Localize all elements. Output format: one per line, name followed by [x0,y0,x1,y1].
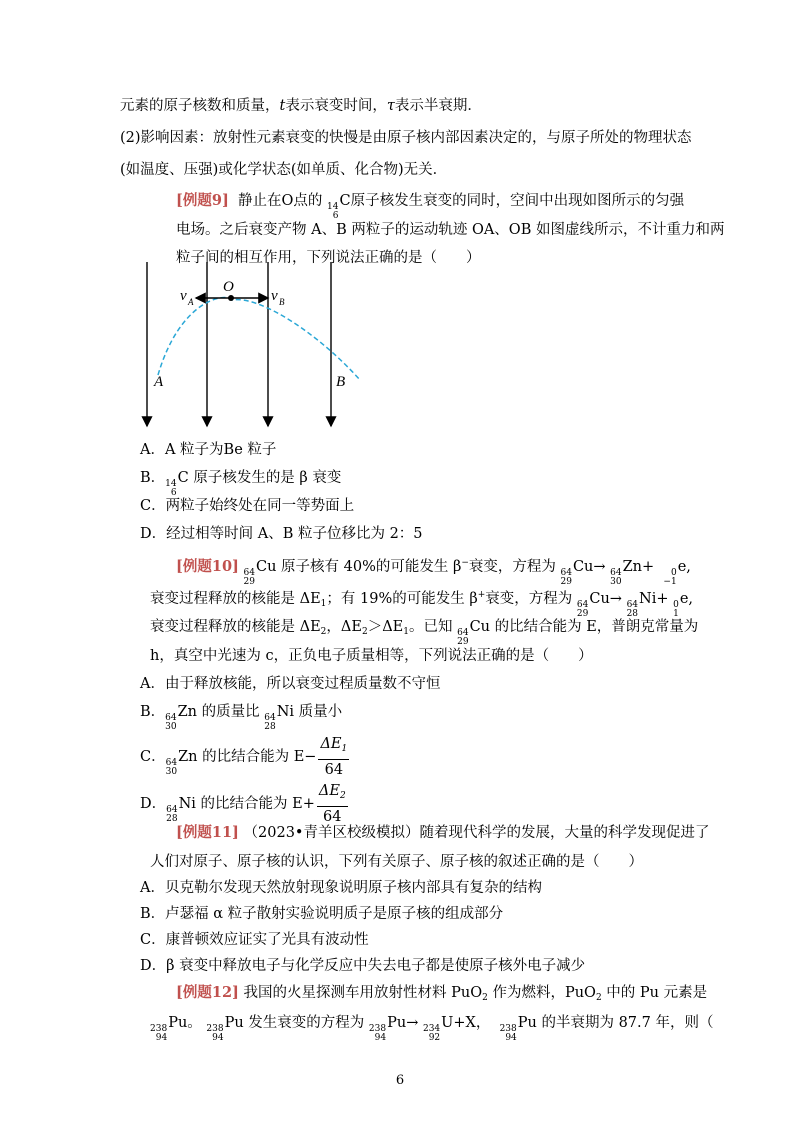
label-va: v [180,288,187,304]
intro-line-3: (如温度、压强)或化学状态(如单质、化合物)无关． [120,162,448,178]
ex9-option-d: D．经过相等时间 A、B 粒子位移比为 2：5 [140,526,423,542]
ex9-option-c: C．两粒子始终处在同一等势面上 [140,498,355,514]
intro-line-2: (2)影响因素：放射性元素衰变的快慢是由原子核内部因素决定的，与原子所处的物理状态 [120,130,692,146]
ex11-line-1: [例题11] （2023•青羊区校级模拟）随着现代科学的发展，大量的科学发现促进了 [176,824,710,841]
label-vb: v [271,288,278,304]
ex11-tag: [例题11] [176,824,239,841]
ex11-option-b: B．卢瑟福 α 粒子散射实验说明质子是原子核的组成部分 [140,906,504,922]
ex10-option-c: C． 64 30 Zn 的比结合能为 E− $\frac{\Delta E_1}{64}$ [140,736,348,778]
ex12-tag: [例题12] [176,984,239,1001]
label-o: O [223,279,234,295]
ex10-option-b: B． 64 30 Zn 的质量比 64 28 Ni 质量小 [140,704,343,732]
ex11-option-d: D．β 衰变中释放电子与化学反应中失去电子都是使原子核外电子减少 [140,958,586,974]
ex11-option-a: A．贝克勒尔发现天然放射现象说明原子核内部具有复杂的结构 [140,880,542,896]
page-number: 6 [395,1073,405,1088]
ex10-option-d: D． 64 28 Ni 的比结合能为 E+ $\frac{\Delta E_2}{64}$ [140,783,346,825]
ex9-option-b: B． 14 6 C 原子核发生的是 β 衰变 [140,470,342,498]
trajectory-curve [158,298,360,380]
ex11-option-c: C．康普顿效应证实了光具有波动性 [140,932,369,948]
ex10-tag: [例题10] [176,558,239,575]
label-vb-sub: B [279,297,285,307]
ex9-line-3: 粒子间的相互作用，下列说法正确的是（ ） [176,250,481,266]
ex12-line-1: [例题12] 我国的火星探测车用放射性材料 PuO$_2$ 作为燃料，PuO$_2$ 中的 Pu 元素是 [176,984,708,1003]
point-o [228,295,234,301]
ex9-line-2: 电场。之后衰变产物 A、B 两粒子的运动轨迹 OA、OB 如图虚线所示，不计重力和两 [176,222,725,238]
ex10-line-3: 衰变过程释放的核能是 $\Delta E_2$，$\Delta E_2>\Delta E_1$。已知 64 29 Cu 的比结合能为 E，普朗克常量为 [150,619,699,647]
fraction-delta-e2: $\frac{\Delta E_2}{64}$ [318,783,346,825]
label-va-sub: A [188,297,194,307]
label-a: A [154,374,164,390]
ex10-option-a: A．由于释放核能，所以衰变过程质量数不守恒 [140,676,441,692]
intro-line-1: 元素的原子核数和质量，t表示衰变时间，τ表示半衰期． [120,98,482,114]
ex9-line-1: [例题9] 静止在O点的 14 6 C原子核发生衰变的同时，空间中出现如图所示的匀强 [176,192,685,221]
ex10-line-4: h，真空中光速为 c，正负电子质量相等，下列说法正确的是（ ） [150,648,593,664]
ex9-option-a: A．A 粒子为Be 粒子 [140,442,277,458]
ex9-tag: [例题9] [176,192,229,209]
ex10-line-2: 衰变过程释放的核能是 $\Delta E_1$；有 19%的可能发生 β+衰变，方程为 64 29 Cu→ 64 28 Ni+ 0 1 e, [150,590,694,619]
ex9-figure [130,260,380,432]
ex12-line-2: 238 94 Pu。 238 94 Pu 发生衰变的方程为 238 94 Pu→ 234 92 U+X， 238 94 Pu 的半衰期为 87.7 年，则（ [150,1015,714,1043]
label-b: B [336,374,346,390]
ex11-line-2: 人们对原子、原子核的认识，下列有关原子、原子核的叙述正确的是（ ） [150,854,643,870]
ex10-line-1: [例题10] 64 29 Cu 原子核有 40%的可能发生 β−衰变，方程为 64 29 Cu→ 64 30 Zn+ 0 −1 e, [176,558,691,587]
fraction-delta-e1: $\frac{\Delta E_1}{64}$ [320,736,348,778]
